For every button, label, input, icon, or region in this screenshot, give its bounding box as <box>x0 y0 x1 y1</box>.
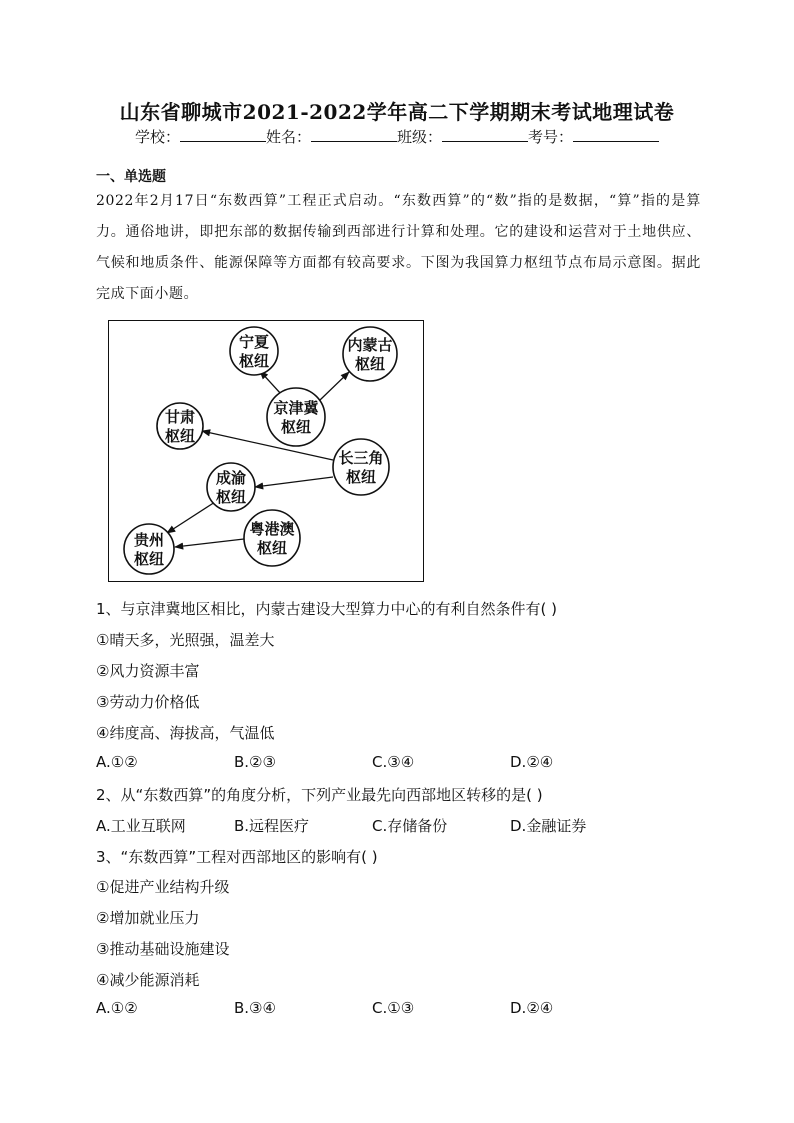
question-1-item-3: ③劳动力价格低 <box>96 693 200 711</box>
question-1-option-b[interactable]: B.②③ <box>234 753 276 771</box>
node-changsanjiao-line2: 枢纽 <box>345 468 377 486</box>
question-3-item-2: ②增加就业压力 <box>96 909 200 927</box>
name-blank <box>311 127 397 142</box>
number-label: 考号： <box>528 128 574 146</box>
node-ningxia-line2: 枢纽 <box>238 352 270 370</box>
question-3-option-b[interactable]: B.③④ <box>234 999 276 1017</box>
question-1-item-2: ②风力资源丰富 <box>96 662 200 680</box>
node-neimenggu-line1: 内蒙古 <box>347 336 393 354</box>
question-2-option-d[interactable]: D.金融证券 <box>510 817 587 835</box>
question-3-item-3: ③推动基础设施建设 <box>96 940 230 958</box>
node-gansu-line1: 甘肃 <box>164 408 196 426</box>
arrow-csj-to-chengyu <box>255 477 333 487</box>
arrow-ygao-to-guizhou <box>175 539 244 547</box>
question-1-item-1: ①晴天多，光照强，温差大 <box>96 631 275 649</box>
question-3-option-c[interactable]: C.①③ <box>372 999 415 1017</box>
intro-paragraph: 2022年2月17日“东数西算”工程正式启动。“东数西算”的“数”指的是数据，“算”指的是算力。通俗地讲，即把东部的数据传输到西部进行计算和处理。它的建设和运营对于土地供应、气候和地质条件、能源保障等方面都有较高要求。下图为我国算力枢纽节点布局示意图。据此完成下面小题。 <box>96 193 701 302</box>
question-3-item-1: ①促进产业结构升级 <box>96 878 230 896</box>
question-3-option-d[interactable]: D.②④ <box>510 999 554 1017</box>
arrow-jjj-to-neimenggu <box>320 372 349 400</box>
school-label: 学校： <box>134 128 180 146</box>
name-label: 姓名： <box>265 128 311 146</box>
question-1-option-d[interactable]: D.②④ <box>510 753 554 771</box>
question-2-option-c[interactable]: C.存储备份 <box>372 817 448 835</box>
class-label: 班级： <box>397 128 443 146</box>
node-yuegangao-line2: 枢纽 <box>256 539 288 557</box>
question-1-item-4: ④纬度高、海拔高，气温低 <box>96 724 275 742</box>
hub-diagram-svg <box>109 321 425 583</box>
class-blank <box>442 127 528 142</box>
question-1-stem: 1、与京津冀地区相比，内蒙古建设大型算力中心的有利自然条件有( ) <box>96 600 558 618</box>
question-1-option-c[interactable]: C.③④ <box>372 753 415 771</box>
node-yuegangao <box>244 510 300 566</box>
node-chengyu-line2: 枢纽 <box>215 488 247 506</box>
question-2-option-a[interactable]: A.工业互联网 <box>96 817 186 835</box>
question-2-option-b[interactable]: B.远程医疗 <box>234 817 310 835</box>
node-jingjinji <box>267 388 325 446</box>
node-neimenggu-line2: 枢纽 <box>354 355 386 373</box>
arrow-jjj-to-ningxia <box>260 371 281 394</box>
section-title: 一、单选题 <box>96 169 166 185</box>
number-blank <box>573 127 659 142</box>
question-3-stem: 3、“东数西算”工程对西部地区的影响有( ) <box>96 848 378 866</box>
question-3-item-4: ④减少能源消耗 <box>96 971 200 989</box>
question-3-option-a[interactable]: A.①② <box>96 999 138 1017</box>
school-blank <box>180 127 266 142</box>
question-2-stem: 2、从“东数西算”的角度分析，下列产业最先向西部地区转移的是( ) <box>96 786 543 804</box>
node-changsanjiao-line1: 长三角 <box>338 449 384 467</box>
node-guizhou-line1: 贵州 <box>133 531 165 549</box>
node-changsanjiao <box>333 439 389 495</box>
node-jingjinji-line2: 枢纽 <box>280 418 312 436</box>
arrow-chengyu-to-guizhou <box>167 502 215 533</box>
exam-title: 山东省聊城市2021-2022学年高二下学期期末考试地理试卷 <box>119 100 675 124</box>
node-chengyu-line1: 成渝 <box>215 469 247 487</box>
question-1-option-a[interactable]: A.①② <box>96 753 138 771</box>
node-gansu-line2: 枢纽 <box>164 427 196 445</box>
node-ningxia-line1: 宁夏 <box>238 333 270 351</box>
node-jingjinji-line1: 京津冀 <box>273 399 319 417</box>
node-yuegangao-line1: 粤港澳 <box>249 520 295 538</box>
hub-layout-diagram <box>108 320 424 582</box>
node-guizhou-line2: 枢纽 <box>133 550 165 568</box>
student-info-line <box>0 126 794 147</box>
